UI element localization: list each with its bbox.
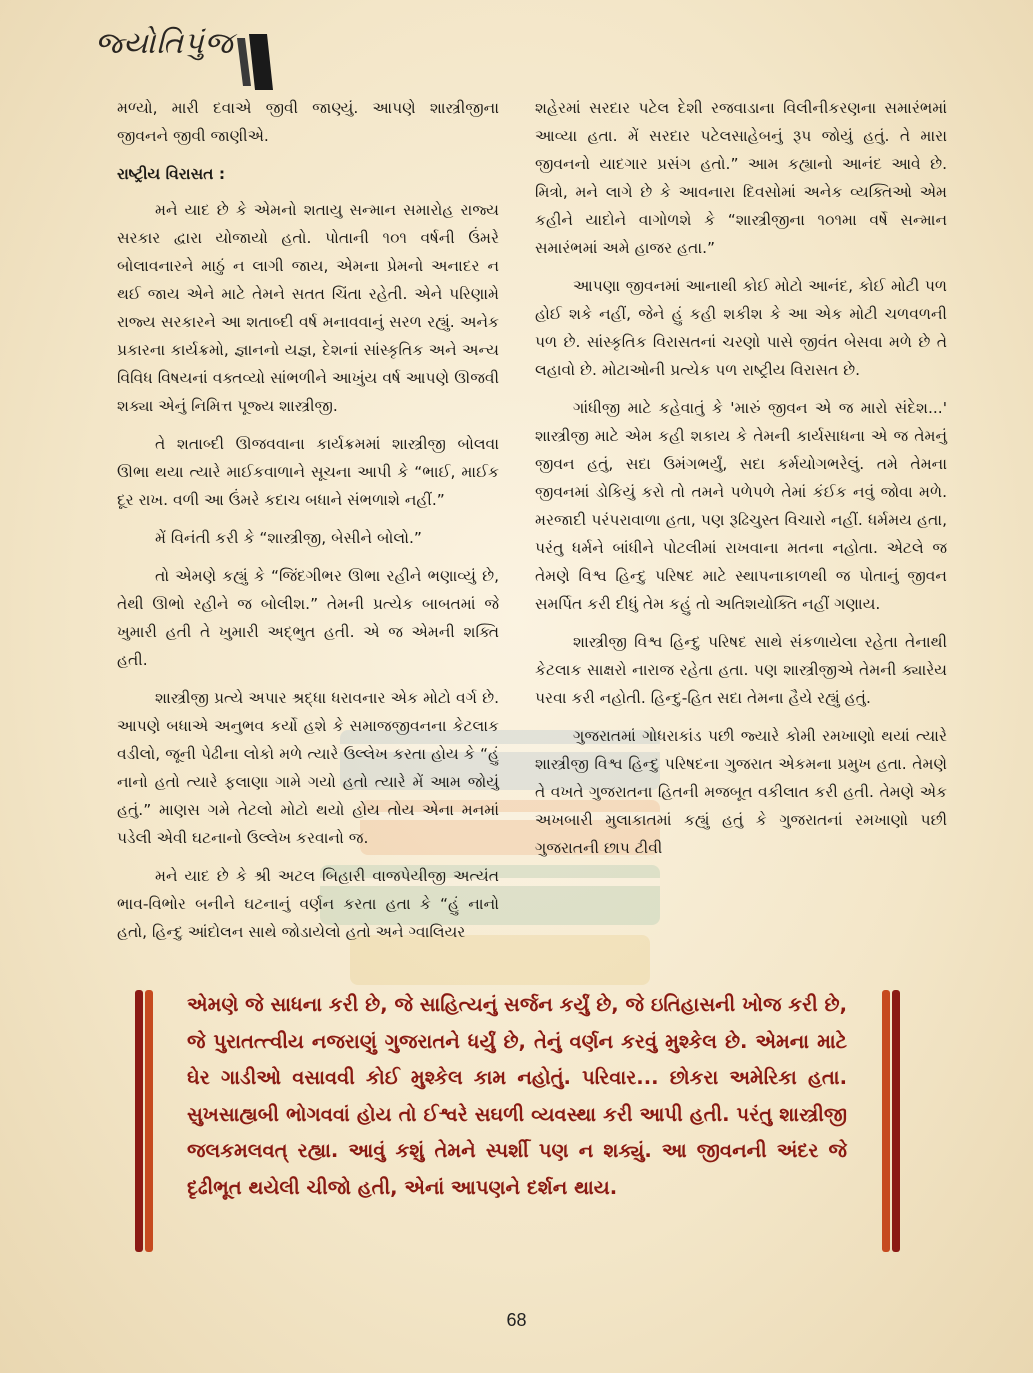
quote-bar-right-outer [892, 990, 900, 1252]
right-column [535, 94, 947, 872]
paragraph: તે શતાબ્દી ઊજવવાના કાર્યક્રમમાં શાસ્ત્રીજી બોલવા ઊભા થયા ત્યારે માઈકવાળાને સૂચના આપી કે “ભાઈ, માઈક દૂર રાખ. વળી આ ઉંમરે કદાચ બધાને સંભળાશે નહીં.” [117, 435, 499, 509]
paragraph: તો એમણે કહ્યું કે “જિંદગીભર ઊભા રહીને ભણાવ્યું છે, તેથી ઊભો રહીને જ બોલીશ.” તેમની પ્રત્યેક બાબતમાં જે ખુમારી હતી તે ખુમારી અદ્‌ભુત હતી. એ જ એમની શક્તિ હતી. [117, 567, 499, 669]
quote-bar-right-inner [882, 990, 890, 1252]
paragraph: શાસ્ત્રીજી વિશ્વ હિન્દુ પરિષદ સાથે સંકળાયેલા રહેતા તેનાથી કેટલાક સાક્ષરો નારાજ રહેતા હતા. પણ શાસ્ત્રીજીએ તેમની ક્યારેય પરવા કરી નહોતી. હિન્દુ-હિત સદા તેમના હૈયે રહ્યું હતું. [535, 633, 947, 707]
paragraph: ગુજરાતમાં ગોધરાકાંડ પછી જ્યારે કોમી રમખાણો થયાં ત્યારે શાસ્ત્રીજી વિશ્વ હિન્દુ પરિષદના ગુજરાત એકમના પ્રમુખ હતા. તેમણે તે વખતે ગુજરાતના હિતની મજબૂત વકીલાત કરી હતી. તેમણે એક અખબારી મુલાકાતમાં કહ્યું હતું કે ગુજરાતનાં રમખાણો પછી ગુજરાતની છાપ ટીવી [535, 727, 947, 857]
pull-quote-text: એમણે જે સાધના કરી છે, જે સાહિત્યનું સર્જન કર્યું છે, જે ઇતિહાસની ખોજ કરી છે, જે પુરાતત્ત્વીય નજરાણું ગુજરાતને ધર્યું છે, તેનું વર્ણન કરવું મુશ્કેલ છે. એમના માટે ઘેર ગાડીઓ વસાવવી કોઈ મુશ્કેલ કામ નહોતું. પરિવાર... છોકરા અમેરિકા હતા. સુખસાહ્યબી ભોગવવાં હોય તો ઈશ્વરે સઘળી વ્યવસ્થા કરી આપી હતી. પરંતુ શાસ્ત્રીજી જલકમલવત્ રહ્યા. આવું કશું તેમને સ્પર્શી પણ ન શક્યું. આ જીવનની અંદર જે દૃઢીભૂત થયેલી ચીજો હતી, એનાં આપણને દર્શન થાય. [187, 993, 847, 1199]
page-number: 68 [506, 1310, 527, 1330]
section-heading: રાષ્ટ્રીય વિરાસત : [117, 165, 226, 183]
paragraph: આપણા જીવનમાં આનાથી કોઈ મોટો આનંદ, કોઈ મોટી પળ હોઈ શકે નહીં, જેને હું કહી શકીશ કે આ એક મોટી ચળવળની પળ છે. સાંસ્કૃતિક વિરાસતનાં ચરણો પાસે જીવંત બેસવા મળે છે તે લહાવો છે. મોટાઓની પ્રત્યેક પળ રાષ્ટ્રીય વિરાસત છે. [535, 277, 947, 379]
quote-bar-left-inner [145, 990, 153, 1252]
paragraph: મળ્યો, મારી દવાએ જીવી જાણ્યું. આપણે શાસ્ત્રીજીના જીવનને જીવી જાણીએ. [117, 99, 499, 145]
header-bars-decoration [235, 34, 275, 90]
paragraph: ગાંધીજી માટે કહેવાતું કે 'મારું જીવન એ જ મારો સંદેશ...' શાસ્ત્રીજી માટે એમ કહી શકાય કે તેમની કાર્યસાધના એ જ તેમનું જીવન હતું, સદા ઉમંગભર્યું, સદા કર્મયોગભરેલું. તમે તેમના જીવનમાં ડોકિયું કરો તો તમને પળેપળે તેમાં કંઈક નવું જોવા મળે. મરજાદી પરંપરાવાળા હતા, પણ રૂઢિચુસ્ત વિચારો નહીં. ધર્મમય હતા, પરંતુ ધર્મને બાંધીને પોટલીમાં રાખવાના મતના નહોતા. એટલે જ તેમણે વિશ્વ હિન્દુ પરિષદ માટે સ્થાપનાકાળથી જ પોતાનું જીવન સમર્પિત કરી દીધું તેમ કહું તો અતિશયોક્તિ નહીં ગણાય. [535, 399, 947, 613]
paragraph: મને યાદ છે કે શ્રી અટલ બિહારી વાજપેયીજી અત્યંત ભાવ-વિભોર બનીને ઘટનાનું વર્ણન કરતા હતા કે “હું નાનો હતો, હિન્દુ આંદોલન સાથે જોડાયેલો હતો અને ગ્વાલિયર [117, 867, 499, 941]
publication-title: જ્યોતિપુંજ [95, 26, 234, 61]
pull-quote [135, 990, 900, 1275]
left-column [117, 94, 499, 956]
quote-bar-left-outer [135, 990, 143, 1252]
paragraph: શાસ્ત્રીજી પ્રત્યે અપાર શ્રદ્ધા ધરાવનાર એક મોટો વર્ગ છે. આપણે બધાએ અનુભવ કર્યો હશે કે સમાજજીવનના કેટલાક વડીલો, જૂની પેઢીના લોકો મળે ત્યારે ઉલ્લેખ કરતા હોય કે “હું નાનો હતો ત્યારે ફલાણા ગામે ગયો હતો ત્યારે મેં આમ જોયું હતું.” માણસ ગમે તેટલો મોટો થયો હોય તોય એના મનમાં પડેલી એવી ઘટનાનો ઉલ્લેખ કરવાનો જ. [117, 689, 499, 847]
paragraph: શહેરમાં સરદાર પટેલ દેશી રજવાડાના વિલીનીકરણના સમારંભમાં આવ્યા હતા. મેં સરદાર પટેલસાહેબનું રૂપ જોયું હતું. તે મારા જીવનનો યાદગાર પ્રસંગ હતો.” આમ કહ્યાનો આનંદ આવે છે. મિત્રો, મને લાગે છે કે આવનારા દિવસોમાં અનેક વ્યક્તિઓ એમ કહીને યાદોને વાગોળશે કે “શાસ્ત્રીજીના ૧૦૧મા વર્ષે સન્માન સમારંભમાં અમે હાજર હતા.” [535, 99, 947, 257]
paragraph: મેં વિનંતી કરી કે “શાસ્ત્રીજી, બેસીને બોલો.” [155, 529, 422, 547]
paragraph: મને યાદ છે કે એમનો શતાયુ સન્માન સમારોહ રાજ્ય સરકાર દ્વારા યોજાયો હતો. પોતાની ૧૦૧ વર્ષની ઉંમરે બોલાવનારને માઠું ન લાગી જાય, એમના પ્રેમનો અનાદર ન થઈ જાય એને માટે તેમને સતત ચિંતા રહેતી. એને પરિણામે રાજ્ય સરકારને આ શતાબ્દી વર્ષ મનાવવાનું સરળ રહ્યું. અનેક પ્રકારના કાર્યક્રમો, જ્ઞાનનો યજ્ઞ, દેશનાં સાંસ્કૃતિક અને અન્ય વિવિધ વિષયનાં વક્તવ્યો સાંભળીને આખુંય વર્ષ આપણે ઊજવી શક્યા એનું નિમિત્ત પૂજ્ય શાસ્ત્રીજી. [117, 201, 499, 415]
